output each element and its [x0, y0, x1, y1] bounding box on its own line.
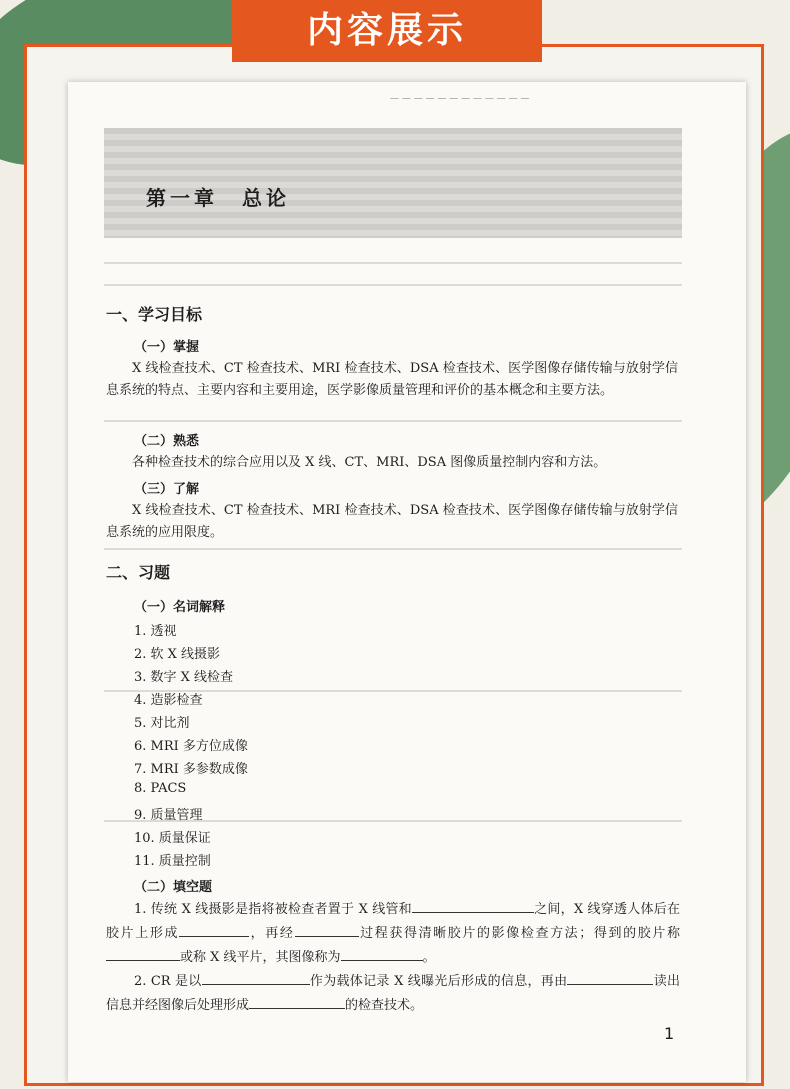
- list-item: 10. 质量保证: [134, 831, 211, 846]
- paragraph: X 线检查技术、CT 检查技术、MRI 检查技术、DSA 检查技术、医学图像存储传输与放射学信息系统的特点、主要内容和主要用途，医学影像质量管理和评价的基本概念和主要方法。: [106, 361, 678, 398]
- fill-question: 2. CR 是以 作为载体记录 X 线曝光后形成的信息，再由 读出信息并经图像后处理形成 的检查技术。: [106, 970, 680, 1018]
- list-item: 4. 造影检查: [134, 693, 203, 708]
- subsection-heading: （二）熟悉: [134, 434, 200, 449]
- list-item: 5. 对比剂: [134, 716, 190, 731]
- list-item: 7. MRI 多参数成像: [134, 762, 248, 777]
- chapter-number: 第一章: [146, 186, 218, 210]
- list-item: 1. 透视: [134, 624, 177, 639]
- bleed-through-line: [104, 548, 682, 550]
- page-number: 1: [664, 1024, 675, 1043]
- subsection-heading: （一）名词解释: [134, 600, 226, 615]
- chapter-title: [146, 182, 290, 211]
- list-item: 6. MRI 多方位成像: [134, 739, 248, 754]
- section-heading: 一、学习目标: [106, 305, 203, 324]
- subsection-heading: （三）了解: [134, 482, 200, 497]
- section-heading: 二、习题: [106, 563, 171, 582]
- subsection-heading: （一）掌握: [134, 340, 200, 355]
- fill-question: 1. 传统 X 线摄影是指将被检查者置于 X 线管和 之间，X 线穿透人体后在胶片上形成 ，再经 过程获得清晰胶片的影像检查方法；得到的胶片称或称 X 线平片，其图像称为 。: [106, 898, 680, 970]
- bleed-through-line: [104, 284, 682, 286]
- bleed-through-line: [104, 420, 682, 422]
- list-item: 3. 数字 X 线检查: [134, 670, 234, 685]
- list-item: 9. 质量管理: [134, 808, 203, 823]
- subsection-heading: （二）填空题: [134, 880, 213, 895]
- paragraph: 各种检查技术的综合应用以及 X 线、CT、MRI、DSA 图像质量控制内容和方法。: [132, 455, 607, 470]
- banner-title: 内容展示: [232, 0, 542, 62]
- list-item: 11. 质量控制: [134, 854, 211, 869]
- bleed-through-line: [104, 262, 682, 264]
- list-item: 2. 软 X 线摄影: [134, 647, 221, 662]
- paragraph: X 线检查技术、CT 检查技术、MRI 检查技术、DSA 检查技术、医学图像存储传输与放射学信息系统的应用限度。: [106, 503, 678, 540]
- chapter-name: 总论: [242, 186, 290, 210]
- running-head: — — — — — — — — — — — —: [390, 94, 530, 104]
- list-item: 8. PACS: [134, 781, 187, 796]
